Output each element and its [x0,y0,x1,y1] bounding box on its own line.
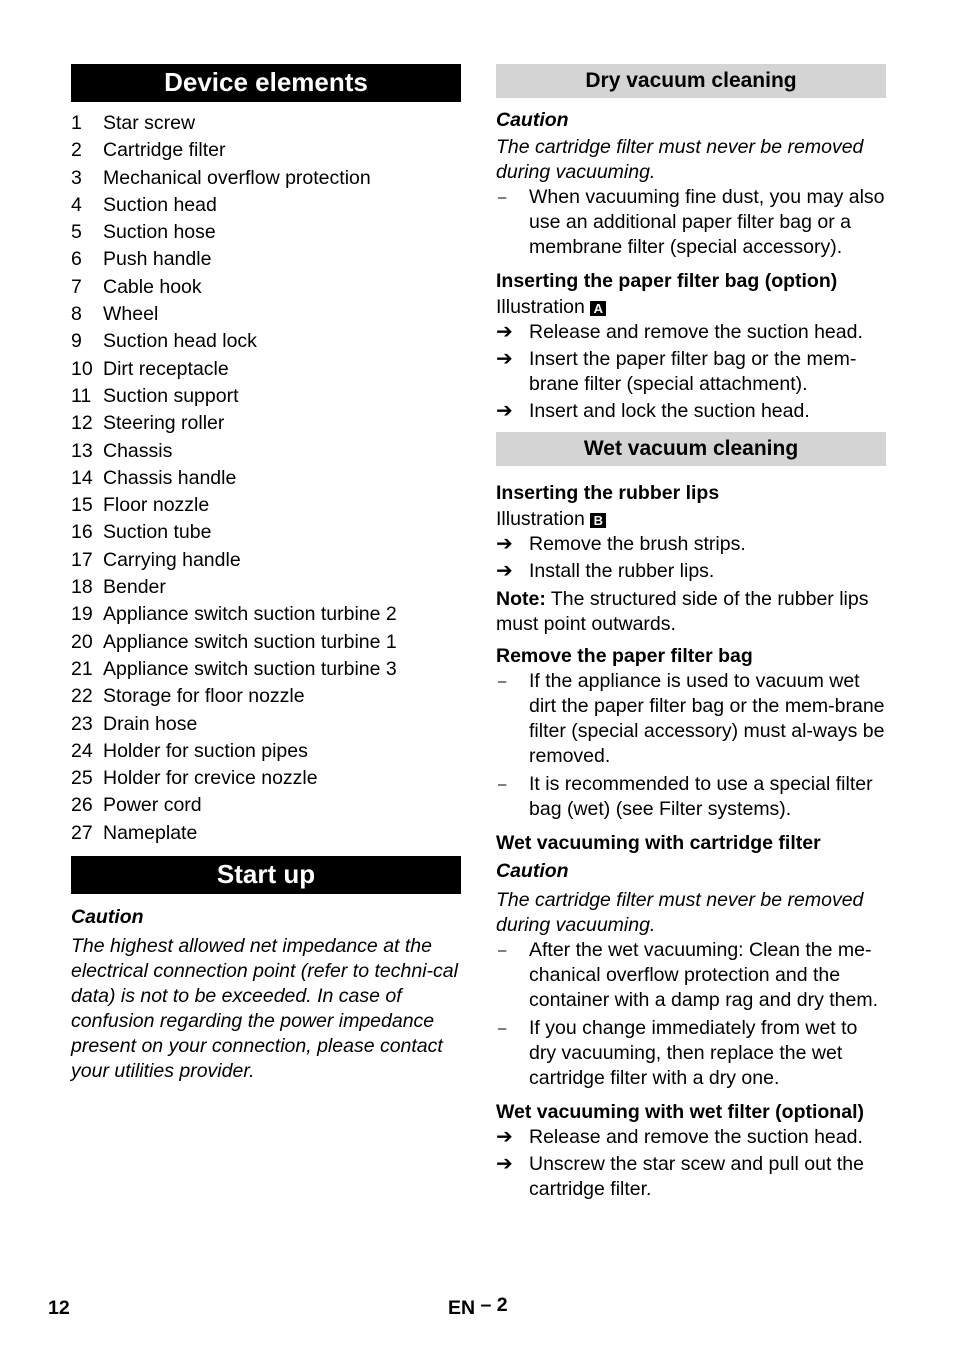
rubber-lips-note [496,587,886,637]
item-number: 5 [71,221,82,244]
illustration-label: Illustration [496,508,585,530]
item-number: 26 [71,794,93,817]
dash-marker: – [498,189,507,206]
item-number: 3 [71,166,82,189]
note-label: Note: [496,588,546,610]
item-number: 8 [71,303,82,326]
list-item [496,320,886,345]
list-item [496,1152,886,1202]
list-item [71,574,461,601]
device-elements-list [71,110,461,847]
arrow-marker: ➔ [496,1126,513,1148]
item-label: Appliance switch suction turbine 2 [103,603,397,626]
list-item [71,438,461,465]
list-item-text: Unscrew the star scew and pull out the cartridge filter. [529,1153,864,1200]
paper-bag-steps [496,320,886,424]
item-label: Cable hook [103,275,202,298]
item-number: 23 [71,712,93,735]
item-number: 11 [71,384,92,407]
list-item [496,185,886,260]
list-item-text: Remove the brush strips. [529,533,746,555]
item-label: Chassis [103,439,173,462]
cartridge-list [496,938,886,1091]
wet-vacuum-heading: Wet vacuum cleaning [496,432,886,466]
item-number: 10 [71,357,93,380]
cartridge-heading: Wet vacuuming with cartridge filter [496,832,821,854]
item-label: Nameplate [103,821,198,844]
item-label: Bender [103,576,166,599]
list-item [496,559,886,584]
item-label: Mechanical overflow protection [103,166,371,189]
list-item [496,1125,886,1150]
list-item [496,1016,886,1091]
item-label: Suction head [103,193,217,216]
dry-caution-text: The cartridge filter must never be removed during vacuuming. [496,136,864,183]
list-item [496,938,886,1013]
item-label: Steering roller [103,412,225,435]
list-item-text: When vacuuming fine dust, you may also use an additional paper filter bag or a membrane filter (special accessory). [529,186,885,258]
dash-marker: – [498,776,507,793]
item-label: Carrying handle [103,548,241,571]
item-number: 12 [71,412,93,435]
dry-dash-list [496,185,886,260]
item-number: 22 [71,685,93,708]
illustration-ref-b [496,507,886,532]
item-label: Suction support [103,384,239,407]
item-label: Drain hose [103,712,198,735]
list-item-text: Install the rubber lips. [529,560,715,582]
list-item-text: If the appliance is used to vacuum wet dirt the paper filter bag or the mem-brane filter (special accessory) must al-ways be removed. [529,670,885,767]
list-item-text: It is recommended to use a special filter bag (wet) (see Filter systems). [529,773,873,820]
list-item [71,820,461,847]
item-number: 13 [71,439,93,462]
item-number: 19 [71,603,93,626]
list-item [496,669,886,769]
cartridge-caution-heading: Caution [496,860,569,882]
item-label: Appliance switch suction turbine 3 [103,657,397,680]
list-item [71,383,461,410]
list-item [71,110,461,137]
dry-vacuum-heading: Dry vacuum cleaning [496,64,886,98]
item-label: Power cord [103,794,202,817]
paper-bag-heading: Inserting the paper filter bag (option) [496,270,838,292]
item-number: 27 [71,821,93,844]
list-item-text: If you change immediately from wet to dry vacuuming, then replace the wet cartridge filter with a dry one. [529,1017,858,1089]
list-item [71,656,461,683]
item-number: 20 [71,630,93,653]
item-label: Holder for suction pipes [103,739,308,762]
item-label: Storage for floor nozzle [103,685,305,708]
list-item [71,274,461,301]
remove-bag-list [496,669,886,822]
item-number: 6 [71,248,82,271]
list-item [496,399,886,424]
illustration-label: Illustration [496,296,585,318]
list-item-text: Release and remove the suction head. [529,1126,863,1148]
illustration-badge-b: B [590,513,606,528]
right-column [496,64,886,1202]
arrow-marker: ➔ [496,533,513,555]
list-item [71,246,461,273]
list-item [71,301,461,328]
illustration-ref-a [496,295,886,320]
list-item [71,492,461,519]
item-label: Suction hose [103,221,216,244]
page-number: 12 [48,1297,70,1319]
item-label: Suction tube [103,521,212,544]
list-item [71,219,461,246]
list-item [71,792,461,819]
list-item [71,465,461,492]
arrow-marker: ➔ [496,321,513,343]
list-item [71,137,461,164]
start-up-heading: Start up [71,856,461,894]
cartridge-caution-text: The cartridge filter must never be removed during vacuuming. [496,889,864,936]
item-label: Star screw [103,112,196,134]
list-item [496,347,886,397]
item-label: Suction head lock [103,330,257,353]
item-number: 25 [71,767,93,790]
start-up-caution-heading: Caution [71,906,144,929]
list-item [71,410,461,437]
item-number: 16 [71,521,93,544]
footer-lang: EN [448,1297,476,1319]
item-number: 18 [71,576,93,599]
device-elements-heading: Device elements [71,64,461,102]
wet-filter-steps [496,1125,886,1202]
list-item [496,532,886,557]
arrow-marker: ➔ [496,560,513,582]
item-number: 17 [71,548,93,571]
left-column [71,64,461,1084]
list-item-text: After the wet vacuuming: Clean the me-chanical overflow protection and the container with a damp rag and dry them. [529,939,879,1011]
list-item-text: Release and remove the suction head. [529,321,863,343]
list-item [71,356,461,383]
item-number: 24 [71,739,93,762]
list-item [71,629,461,656]
note-text: The structured side of the rubber lips must point outwards. [496,588,869,635]
item-number: 2 [71,139,82,162]
dry-caution-heading: Caution [496,109,569,131]
item-label: Wheel [103,303,159,326]
illustration-badge-a: A [590,301,606,316]
start-up-caution-text: The highest allowed net impedance at the electrical connection point (refer to techni-cal data) is not to be exceeded. In case of confusion regarding the power impedance present on your connection, please contact your utilities provider. [71,935,458,1083]
item-number: 7 [71,275,82,298]
remove-bag-heading: Remove the paper filter bag [496,645,753,667]
arrow-marker: ➔ [496,1153,513,1175]
item-label: Appliance switch suction turbine 1 [103,630,397,653]
list-item [71,683,461,710]
list-item [71,765,461,792]
wet-filter-heading: Wet vacuuming with wet filter (optional) [496,1101,864,1123]
item-label: Dirt receptacle [103,357,229,380]
list-item [71,601,461,628]
item-label: Chassis handle [103,466,237,489]
list-item [71,192,461,219]
list-item [71,547,461,574]
item-label: Push handle [103,248,212,271]
arrow-marker: ➔ [496,348,513,370]
list-item-text: Insert and lock the suction head. [529,400,810,422]
item-label: Cartridge filter [103,139,226,162]
item-number: 1 [71,112,82,134]
rubber-lips-heading: Inserting the rubber lips [496,482,720,504]
item-number: 9 [71,330,82,353]
list-item [71,328,461,355]
list-item-text: Insert the paper filter bag or the mem-brane filter (special attachment). [529,348,857,395]
dash-marker: – [498,1020,507,1037]
dash-marker: – [498,673,507,690]
arrow-marker: ➔ [496,400,513,422]
item-label: Floor nozzle [103,494,210,517]
list-item [71,711,461,738]
list-item [71,519,461,546]
rubber-lips-steps [496,532,886,584]
footer-section-number: – 2 [480,1294,508,1316]
list-item [71,738,461,765]
list-item [496,772,886,822]
list-item [71,165,461,192]
dash-marker: – [498,942,507,959]
item-number: 15 [71,494,93,517]
item-label: Holder for crevice nozzle [103,767,318,790]
item-number: 14 [71,466,93,489]
item-number: 21 [71,657,93,680]
item-number: 4 [71,193,82,216]
footer-section [448,1296,508,1321]
